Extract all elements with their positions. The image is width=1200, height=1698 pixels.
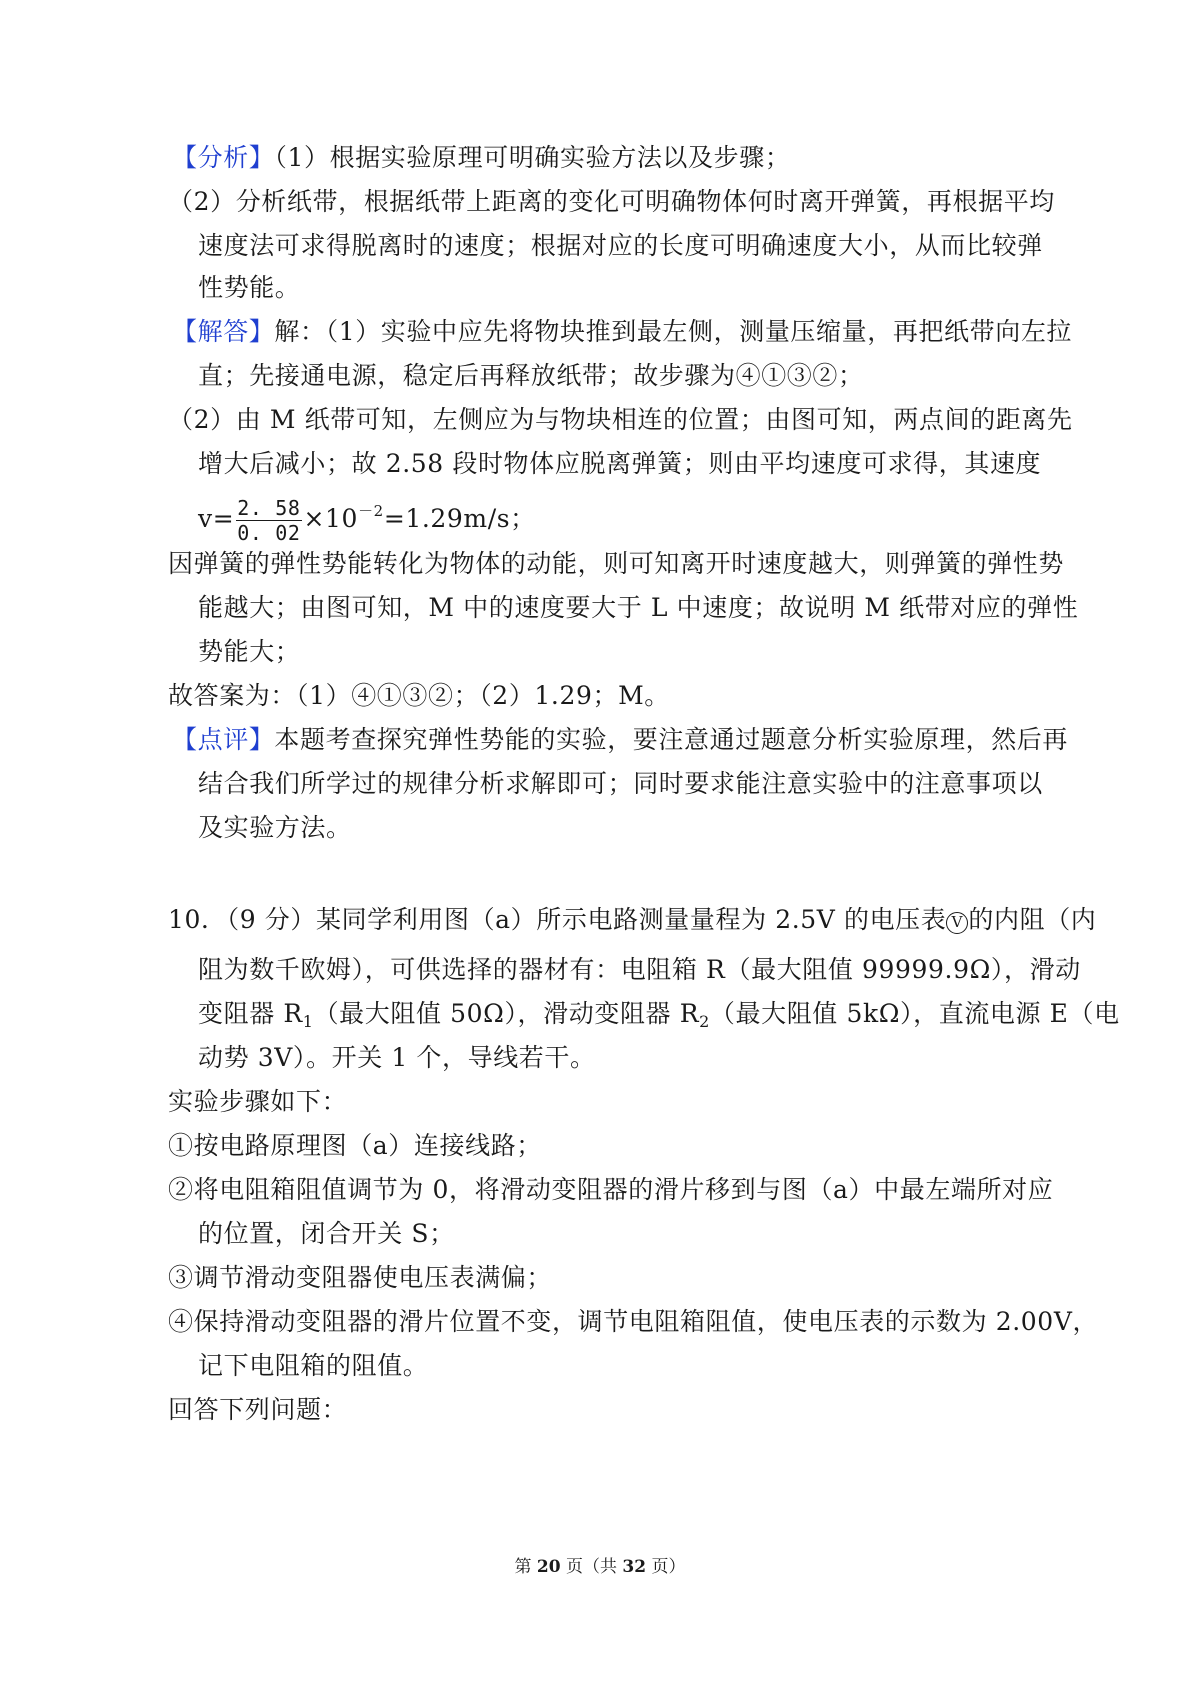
q10-text-1a: 10．（9 分）某同学利用图（a）所示电路测量量程为 2.5V 的电压表 xyxy=(168,905,947,934)
analysis-line-2: （2）分析纸带，根据纸带上距离的变化可明确物体何时离开弹簧，再根据平均 xyxy=(168,187,1055,216)
voltmeter-icon: V xyxy=(946,912,968,934)
formula-times: ×10 xyxy=(303,504,359,533)
analysis-tag: 【分析】 xyxy=(172,143,275,172)
answer-line-6: 能越大；由图可知，M 中的速度要大于 L 中速度；故说明 M 纸带对应的弹性 xyxy=(198,593,1079,622)
q10-text-1b: 的内阻（内 xyxy=(968,905,1097,934)
analysis-text-1: （1）根据实验原理可明确实验方法以及步骤； xyxy=(274,143,791,172)
answer-line-1 xyxy=(172,316,1072,348)
formula-exponent: －2 xyxy=(358,502,384,520)
page-number: 20 xyxy=(536,1557,561,1577)
step-3: ③调节滑动变阻器使电压表满偏； xyxy=(168,1263,553,1292)
q10-line-4: 动势 3V）。开关 1 个，导线若干。 xyxy=(198,1043,596,1072)
final-answer: 故答案为：（1）④①③②；（2）1.29；M。 xyxy=(168,681,670,710)
step-1: ①按电路原理图（a）连接线路； xyxy=(168,1131,542,1160)
q10-text-3b: （最大阻值 50Ω），滑动变阻器 R xyxy=(313,999,700,1028)
step-2-line-1: ②将电阻箱阻值调节为 0，将滑动变阻器的滑片移到与图（a）中最左端所对应 xyxy=(168,1175,1054,1204)
answer-tag: 【解答】 xyxy=(172,317,275,346)
answer-prompt: 回答下列问题： xyxy=(168,1395,348,1424)
footer-post: 页） xyxy=(646,1557,686,1577)
steps-title: 实验步骤如下： xyxy=(168,1087,348,1116)
q10-line-3 xyxy=(198,998,1120,1038)
formula-denominator: 0. 02 xyxy=(237,521,301,545)
answer-line-4: 增大后减小；故 2.58 段时物体应脱离弹簧；则由平均速度可求得，其速度 xyxy=(198,449,1042,478)
step-2-line-2: 的位置，闭合开关 S； xyxy=(198,1219,455,1248)
q10-text-3c: （最大阻值 5kΩ），直流电源 E（电 xyxy=(709,999,1120,1028)
answer-line-2: 直；先接通电源，稳定后再释放纸带；故步骤为④①③②； xyxy=(198,361,864,390)
review-line-3: 及实验方法。 xyxy=(198,813,352,842)
formula-numerator: 2. 58 xyxy=(237,496,301,520)
formula-prefix: v= xyxy=(198,504,235,533)
analysis-line-4: 性势能。 xyxy=(198,273,301,302)
footer-pre: 第 xyxy=(514,1557,537,1577)
r1-subscript: 1 xyxy=(302,1012,314,1031)
page-footer xyxy=(0,1555,1200,1579)
page-total: 32 xyxy=(622,1557,647,1577)
answer-line-7: 势能大； xyxy=(198,637,301,666)
analysis-line-1 xyxy=(172,142,790,174)
review-line-2: 结合我们所学过的规律分析求解即可；同时要求能注意实验中的注意事项以 xyxy=(198,769,1043,798)
step-4-line-2: 记下电阻箱的阻值。 xyxy=(198,1351,429,1380)
q10-line-2: 阻为数千欧姆），可供选择的器材有：电阻箱 R（最大阻值 99999.9Ω），滑动 xyxy=(198,955,1081,984)
answer-line-5: 因弹簧的弹性势能转化为物体的动能，则可知离开时速度越大，则弹簧的弹性势 xyxy=(168,549,1065,578)
step-4-line-1: ④保持滑动变阻器的滑片位置不变，调节电阻箱阻值，使电压表的示数为 2.00V， xyxy=(168,1307,1099,1336)
review-tag: 【点评】 xyxy=(172,725,275,754)
review-text-1: 本题考查探究弹性势能的实验，要注意通过题意分析实验原理，然后再 xyxy=(274,725,1069,754)
analysis-line-3: 速度法可求得脱离时的速度；根据对应的长度可明确速度大小，从而比较弹 xyxy=(198,231,1043,260)
formula-fraction xyxy=(236,497,301,544)
velocity-formula xyxy=(198,487,536,544)
review-line-1 xyxy=(172,724,1068,756)
q10-line-1 xyxy=(168,904,1096,936)
answer-text-1: 解：（1）实验中应先将物块推到最左侧，测量压缩量，再把纸带向左拉 xyxy=(274,317,1073,346)
q10-text-3a: 变阻器 R xyxy=(198,999,303,1028)
footer-mid: 页（共 xyxy=(560,1557,623,1577)
r2-subscript: 2 xyxy=(699,1012,710,1031)
formula-result: =1.29m/s； xyxy=(383,504,536,533)
answer-line-3: （2）由 M 纸带可知，左侧应为与物块相连的位置；由图可知，两点间的距离先 xyxy=(168,405,1073,434)
